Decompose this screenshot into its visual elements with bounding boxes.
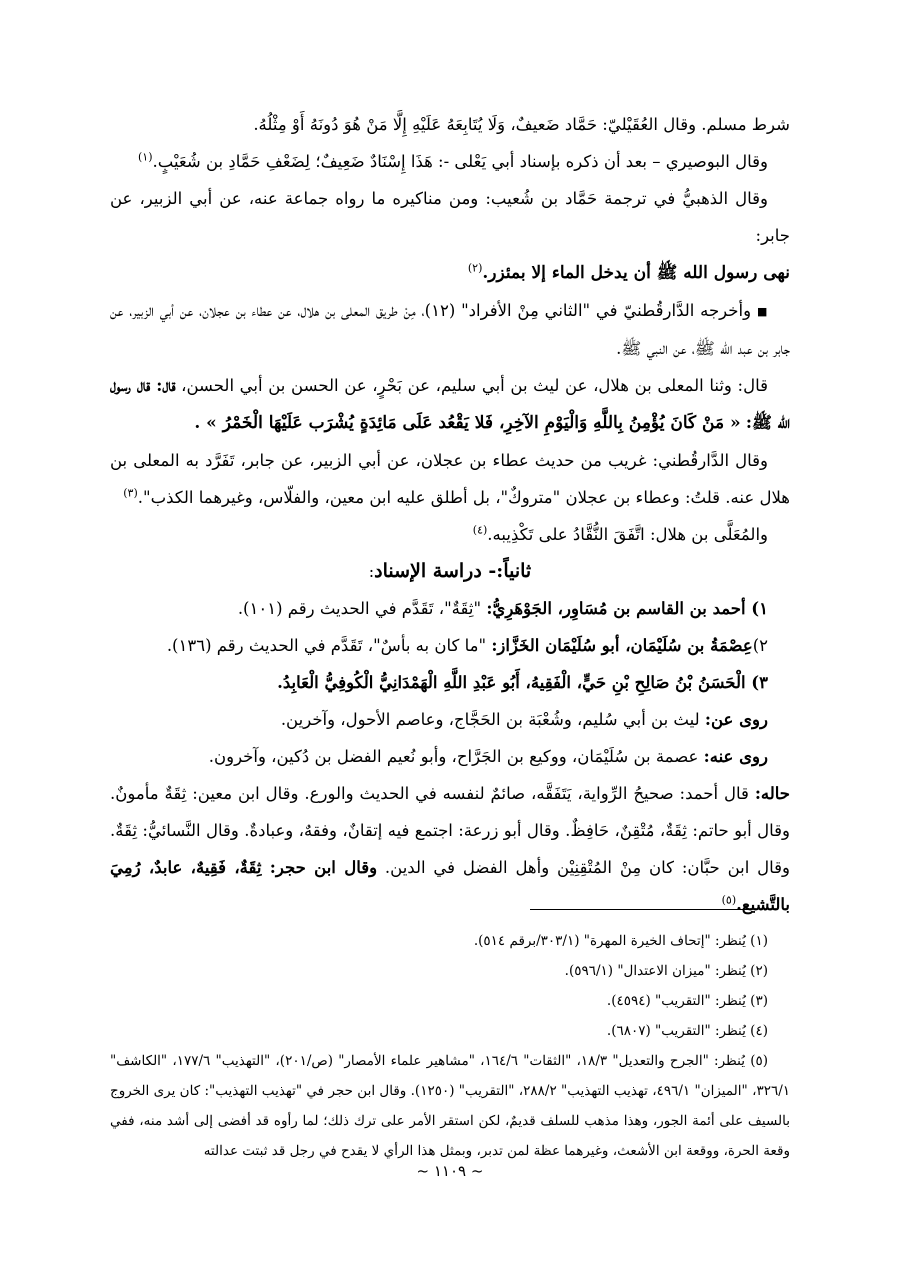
rawa-an-text: ليث بن أبي سُليم، وشُعْبَة بن الحَجَّاج، وعاصم الأحول، وآخرين. — [280, 710, 700, 729]
footnote-ref-4[interactable]: (٤) — [472, 523, 488, 537]
paragraph-5-text: وأخرجه الدَّارقُطنيّ في "الثاني مِنْ الأفراد" (١٢)، مِنْ طريق المعلى بن هلال، عن عطاء بن عجلان، عن أبي الزبير، عن جابر بن عبد الله ﷺ، عن النبي ﷺ. — [110, 301, 790, 358]
narrator-2-number: ٢) — [752, 636, 768, 655]
bullet-square-icon: ■ — [757, 305, 768, 318]
paragraph-6-attribution: قال: قال رسول الله ﷺ: — [110, 376, 790, 432]
paragraph-1-text: شرط مسلم. وقال العُقَيْليّ: حَمَّاد ضَعيفٌ، وَلَا يُتَابِعَهُ عَلَيْهِ إِلَّا مَنْ هُوَ دُونَهُ أَوْ مِثْلُهُ. — [253, 115, 790, 134]
paragraph-7-text: وقال الدَّارقُطني: غريب من حديث عطاء بن عجلان، عن أبي الزبير، عن جابر، تَفَرَّد به المعلى بن هلال عنه. قلتُ: وعطاء بن عجلان "متروكٌ"، بل أطلق عليه ابن معين، والفلّاس، وغيرهما الكذب". — [110, 451, 790, 507]
footnote-3: (٣) يُنظر: "التقريب" (٤٥٩٤). — [606, 993, 768, 1009]
status-label: حاله: — [754, 784, 791, 803]
paragraph-2 — [110, 143, 790, 180]
footnote-1: (١) يُنظر: "إتحاف الخيرة المهرة" (٣٠٣/١/برقم ٥١٤). — [473, 933, 768, 949]
main-text — [110, 106, 790, 923]
narrator-3-name: ٣) الْحَسَنُ بْنُ صَالِحِ بْنِ حَيٍّ، الْفَقِيهُ، أَبُو عَبْدِ اللَّهِ الْهَمْدَانِيُّ الْكُوفِيُّ الْعَابِدُ. — [277, 673, 768, 692]
narrator-1 — [110, 590, 790, 627]
section-heading — [110, 553, 790, 590]
rawa-an-label: روى عن: — [704, 710, 768, 729]
rawa-anhu-label: روى عنه: — [703, 747, 768, 766]
paragraph-6-lead: قال: وثنا المعلى بن هلال، عن ليث بن أبي سليم، عن بَحْرٍ، عن الحسن بن أبي الحسن، — [181, 376, 768, 395]
footnote-ref-3[interactable]: (٣) — [123, 486, 138, 500]
hadith-text-2: « مَنْ كَانَ يُؤْمِنُ بِاللَّهِ وَالْيَوْمِ الآخِرِ، فَلا يَقْعُد عَلَى مَائِدَةٍ يُشْرَب عَلَيْهَا الْخَمْرُ » . — [194, 413, 741, 433]
footnote-5: (٥) يُنظر: "الجرح والتعديل" ١٨/٣، "الثقات" ١٦٤/٦، "مشاهير علماء الأمصار" (ص/٢٠١)، "التهذيب" ١٧٧/٦، "الكاشف" ٣٢٦/١، "الميزان" ٤٩٦/١، تهذيب التهذيب" ٢٨٨/٢، "التقريب" (١٢٥٠). وقال ابن حجر في "تهذيب التهذيب": كان يرى الخروج بالسيف على أئمة الجور، وهذا مذهب للسلف قديمٌ، لكن استقر الأمر على ترك ذلك؛ لما رأوه قد أفضى إلى أشد منه، ففي وقعة الحرة، ووقعة ابن الأشعث، وغيرهما عظة لمن تدبر، وبمثل هذا الرأي لا يقدح في رجل قد ثبتت عدالته — [110, 1053, 791, 1159]
narrator-status — [110, 775, 790, 923]
footnote-2: (٢) يُنظر: "ميزان الاعتدال" (٥٩٦/١). — [564, 963, 768, 979]
paragraph-4 — [110, 254, 790, 292]
section-heading-colon: : — [368, 562, 375, 581]
narrator-2-note: "ما كان به بأسٌ"، تَقَدَّم في الحديث رقم (١٣٦). — [166, 636, 487, 655]
footnote-ref-5[interactable]: (٥) — [721, 893, 737, 907]
section-heading-title: ثانياً:- دراسة الإسناد — [374, 560, 532, 582]
footnote-separator — [530, 909, 750, 910]
narrator-3 — [110, 664, 790, 701]
paragraph-7 — [110, 442, 790, 516]
narrator-1-note: "ثِقَةٌ"، تَقَدَّم في الحديث رقم (١٠١). — [237, 599, 482, 618]
paragraph-8 — [110, 516, 790, 553]
narrator-2-name: عِصْمَةُ بن سُلَيْمَان، أبو سُلَيْمَان الخَزَّاز: — [491, 636, 753, 655]
status-ibn-hajar: وقال ابن حجر: ثِقَةٌ، فَقِيهٌ، عابدٌ، رُمِيَ بالتَّشيع. — [110, 858, 790, 914]
rawa-anhu — [110, 738, 790, 775]
status-text: قال أحمد: صحيحُ الرِّواية، يَتَفَقَّه، صائمٌ لنفسه في الحديث والورع. وقال ابن معين: ثِقَةٌ مأمونٌ. وقال أبو حاتم: ثِقَةٌ، مُتْقِنٌ، حَافِظٌ. وقال أبو زرعة: اجتمع فيه إتقانٌ، وفقهٌ، وعبادةٌ. وقال النَّسائيُّ: ثِقَةٌ. وقال ابن حبَّان: كان مِنْ المُتْقِنِيْن وأهل الفضل في الدين. — [110, 784, 790, 877]
paragraph-5 — [110, 292, 790, 367]
rawa-an — [110, 701, 790, 738]
paragraph-3-text: وقال الذهبيُّ في ترجمة حَمَّاد بن شُعيب: ومن مناكيره ما رواه جماعة عنه، عن أبي الزبير، عن جابر: — [110, 189, 790, 245]
rawa-anhu-text: عصمة بن سُلَيْمَان، ووكيع بن الجَرَّاح، وأبو نُعيم الفضل بن دُكين، وآخرون. — [208, 747, 699, 766]
narrator-1-name: ١) أحمد بن القاسم بن مُسَاوِر، الجَوْهَرِيُّ: — [486, 599, 768, 618]
paragraph-3 — [110, 180, 790, 254]
paragraph-2-text: وقال البوصيري – بعد أن ذكره بإسناد أبي يَعْلى -: هَذَا إِسْنَادٌ ضَعِيفٌ؛ لِضَعْفِ حَمَّادِ بن شُعَيْبٍ. — [152, 152, 768, 171]
paragraph-1 — [110, 106, 790, 143]
paragraph-8-text: والمُعَلَّى بن هلال: اتَّفَقَ النُّقَّادُ على تَكْذِيبه. — [487, 525, 768, 544]
footnote-ref-1[interactable]: (١) — [137, 150, 153, 164]
footnote-ref-2[interactable]: (٢) — [467, 261, 483, 275]
footnote-4: (٤) يُنظر: "التقريب" (٦٨٠٧). — [606, 1023, 768, 1039]
paragraph-6 — [110, 367, 790, 442]
footnotes — [110, 926, 790, 1166]
narrator-2 — [110, 627, 790, 664]
page-number: ~ ١١٠٩ ~ — [416, 1162, 484, 1180]
hadith-text-1: نهى رسول الله ﷺ أن يدخل الماء إلا بمئزر. — [482, 263, 790, 283]
